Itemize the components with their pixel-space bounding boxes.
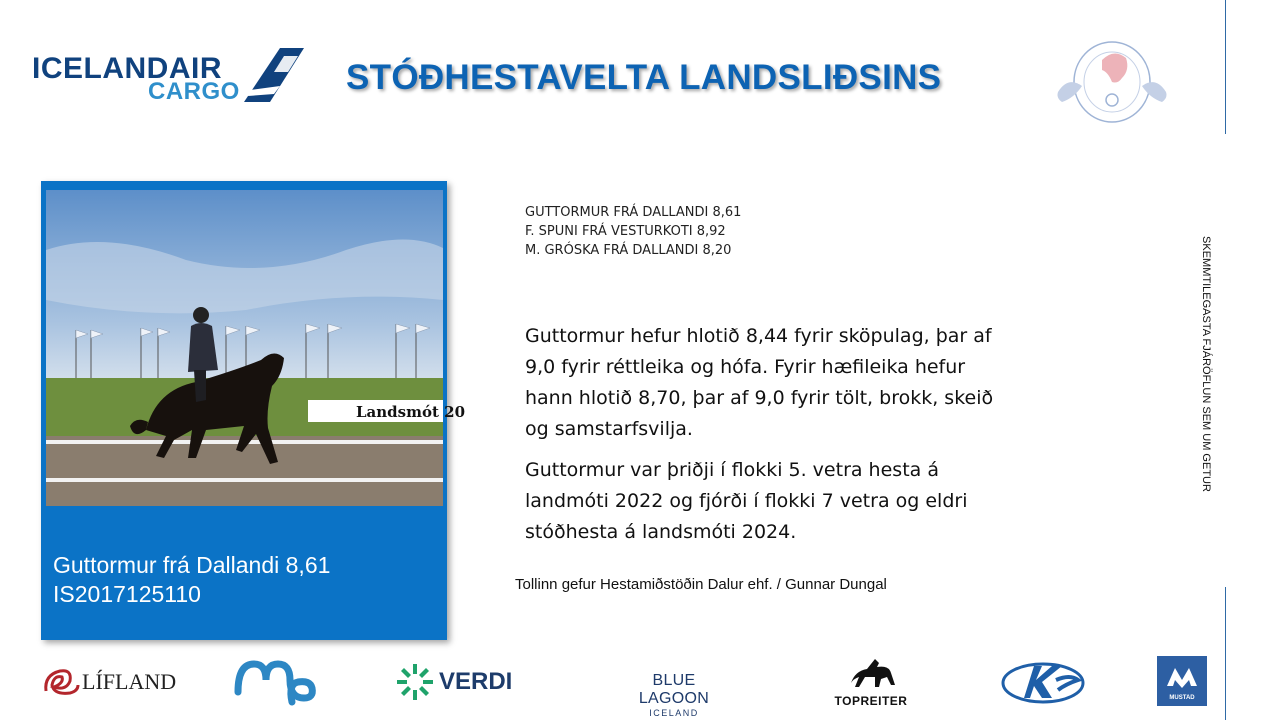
sponsor-blue-lagoon: BLUE LAGOON ICELAND bbox=[638, 672, 710, 718]
icelandair-logo-text: ICELANDAIR bbox=[32, 52, 222, 85]
pedigree-block bbox=[525, 203, 741, 260]
divider-top bbox=[1225, 0, 1226, 134]
pedigree-horse: GUTTORMUR FRÁ DALLANDI 8,61 bbox=[525, 205, 742, 220]
pedigree-sire: F. SPUNI FRÁ VESTURKOTI 8,92 bbox=[525, 224, 726, 239]
ks-sponsor-logo-icon bbox=[1000, 660, 1086, 706]
sponsor-mustad: MUSTAD bbox=[1157, 656, 1207, 706]
sponsor-verdi: VERDI bbox=[395, 656, 512, 708]
description-paragraph: Guttormur hefur hlotið 8,44 fyrir sköpulag, þar af 9,0 fyrir réttleika og hófa. Fyrir hæfileika hefur hann hlotið 8,70, þar af 9,0 fyrir tölt, brokk, skeið og samstarfsvilja. bbox=[525, 325, 994, 440]
topreiter-horse-icon bbox=[845, 655, 897, 689]
sponsor-lifland: LÍFLAND bbox=[42, 656, 176, 708]
vertical-tagline: SKEMMTILEGASTA FJÁRÖFLUN SEM UM GETUR bbox=[1200, 236, 1212, 492]
pedigree-dam: M. GRÓSKA FRÁ DALLANDI 8,20 bbox=[525, 243, 732, 258]
verdi-star-icon bbox=[395, 662, 435, 702]
photo-banner-text: Landsmót 20 bbox=[356, 403, 466, 421]
page-title: STÓÐHESTAVELTA LANDSLIÐSINS bbox=[346, 58, 942, 97]
landssamband-seal-icon bbox=[1052, 36, 1172, 128]
donor-credit: Tollinn gefur Hestamiðstöðin Dalur ehf. / Gunnar Dungal bbox=[515, 576, 887, 593]
description-paragraph: Guttormur var þriðji í flokki 5. vetra hesta á landmóti 2022 og fjórði í flokki 7 vetra og eldri stóðhesta á landsmóti 2024. bbox=[525, 459, 968, 543]
divider-bottom bbox=[1225, 587, 1226, 720]
icelandair-tail-icon bbox=[240, 46, 306, 104]
lifland-swirl-icon bbox=[42, 665, 80, 699]
cargo-logo-text: CARGO bbox=[148, 78, 240, 105]
card-caption-name: Guttormur frá Dallandi 8,61 bbox=[53, 552, 331, 578]
card-caption-id: IS2017125110 bbox=[53, 581, 201, 607]
horse-photo bbox=[46, 190, 466, 506]
mustad-mountain-icon bbox=[1157, 656, 1207, 692]
sponsor-topreiter: TOPREITER bbox=[826, 655, 916, 708]
description bbox=[525, 321, 995, 558]
ms-sponsor-logo-icon bbox=[234, 658, 316, 708]
